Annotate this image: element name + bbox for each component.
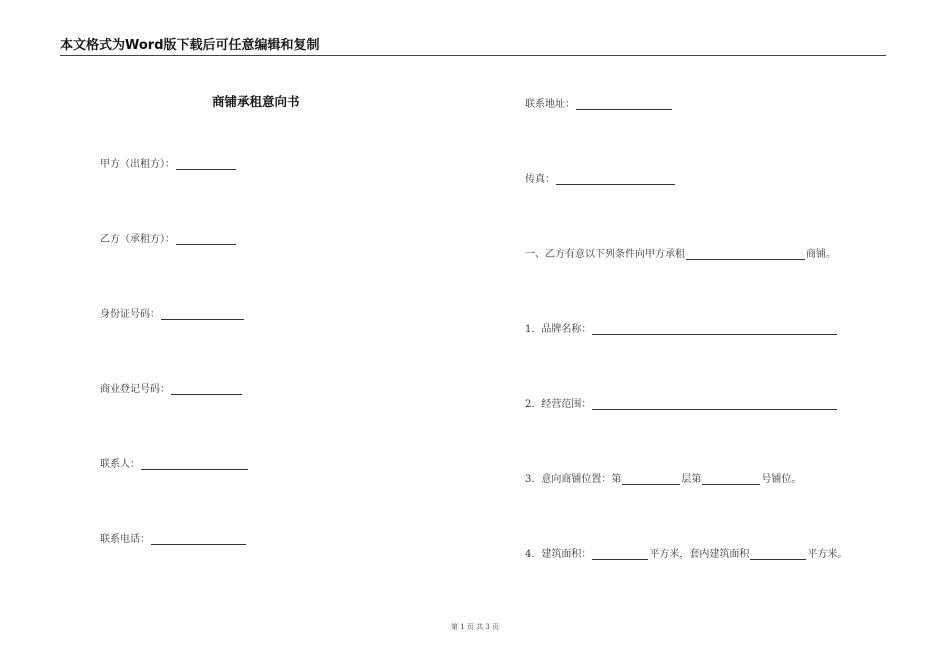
business-registration-blank[interactable] bbox=[171, 383, 242, 395]
clause-one-suffix: 商铺。 bbox=[806, 249, 836, 260]
fax-label: 传真： bbox=[525, 174, 555, 185]
net-area-blank[interactable] bbox=[750, 548, 806, 560]
floor-blank[interactable] bbox=[622, 473, 680, 485]
party-a-field bbox=[100, 155, 237, 170]
id-number-label: 身份证号码： bbox=[100, 309, 160, 320]
brand-name-field bbox=[525, 320, 838, 335]
floor-area-label: 4．建筑面积： bbox=[525, 549, 592, 560]
party-a-blank[interactable] bbox=[176, 158, 236, 170]
clause-one bbox=[525, 245, 836, 260]
shop-location-mid: 层第 bbox=[681, 474, 702, 485]
contact-phone-label: 联系电话： bbox=[100, 534, 150, 545]
shop-number-blank[interactable] bbox=[702, 473, 760, 485]
contact-phone-blank[interactable] bbox=[151, 533, 246, 545]
contact-address-label: 联系地址： bbox=[525, 99, 575, 110]
party-b-label: 乙方（承租方）： bbox=[100, 234, 175, 245]
contact-person-field bbox=[100, 455, 249, 470]
party-b-field bbox=[100, 230, 237, 245]
fax-field bbox=[525, 170, 676, 185]
brand-name-label: 1．品牌名称： bbox=[525, 324, 592, 335]
party-a-label: 甲方（出租方）： bbox=[100, 159, 175, 170]
clause-one-text: 一、乙方有意以下列条件向甲方承租 bbox=[525, 249, 685, 260]
id-number-field bbox=[100, 305, 245, 320]
business-scope-label: 2．经营范围： bbox=[525, 399, 592, 410]
contact-phone-field bbox=[100, 530, 247, 545]
party-b-blank[interactable] bbox=[176, 233, 236, 245]
shop-location-suffix: 号铺位。 bbox=[761, 474, 802, 485]
floor-area-mid: 平方米，套内建筑面积 bbox=[649, 549, 750, 560]
shop-location-label: 3．意向商铺位置：第 bbox=[525, 474, 622, 485]
business-registration-label: 商业登记号码： bbox=[100, 384, 170, 395]
contact-person-label: 联系人： bbox=[100, 459, 140, 470]
gross-area-blank[interactable] bbox=[592, 548, 648, 560]
brand-name-blank[interactable] bbox=[592, 323, 837, 335]
contact-address-blank[interactable] bbox=[576, 98, 672, 110]
business-scope-blank[interactable] bbox=[592, 398, 837, 410]
document-title: 商铺承租意向书 bbox=[212, 94, 300, 109]
clause-one-blank[interactable] bbox=[686, 248, 805, 260]
id-number-blank[interactable] bbox=[161, 308, 244, 320]
floor-area-field bbox=[525, 545, 847, 560]
fax-blank[interactable] bbox=[556, 173, 675, 185]
page-footer: 第 1 页 共 3 页 bbox=[450, 623, 500, 631]
document-banner: 本文格式为Word版下载后可任意编辑和复制 bbox=[60, 34, 886, 56]
shop-location-field bbox=[525, 470, 801, 485]
floor-area-suffix: 平方米。 bbox=[807, 549, 848, 560]
business-scope-field bbox=[525, 395, 838, 410]
business-registration-field bbox=[100, 380, 243, 395]
contact-address-field bbox=[525, 95, 673, 110]
contact-person-blank[interactable] bbox=[141, 458, 248, 470]
